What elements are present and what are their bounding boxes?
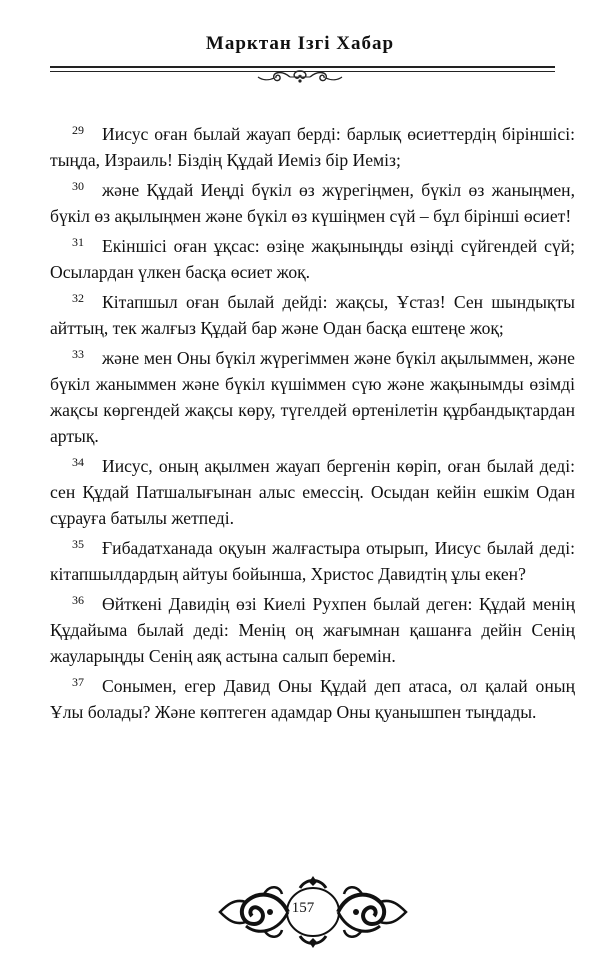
page-footer — [0, 872, 600, 952]
verse-text: Өйткені Давидің өзі Киелі Рухпен былай деген: Құдай менің Құдайыма былай деді: Менің оң жағымнан қашанға дейін Сенің жауларыңды Сенің аяқ астына салып беремін. — [50, 594, 575, 666]
verse-number: 29 — [72, 123, 84, 137]
verse-text: Иисус оған былай жауап берді: барлық өсиеттердің біріншісі: тыңда, Израиль! Біздің Құдай Иеміз бір Иеміз; — [50, 124, 575, 170]
verse-list — [50, 117, 575, 725]
verse-34 — [50, 449, 575, 531]
verse-text: Ғибадатханада оқуын жалғастыра отырып, Иисус былай деді: кітапшылдардың айтуы бойынша, Христос Давидтің ұлы екен? — [50, 538, 575, 584]
verse-text: Сонымен, егер Давид Оны Құдай деп атаса, ол қалай оның Ұлы болады? Және көптеген адамдар Оны қуанышпен тыңдады. — [50, 676, 575, 722]
verse-text: Екіншісі оған ұқсас: өзіңе жақыныңды өзіңді сүйгендей сүй; Осылардан үлкен басқа өсиет жоқ. — [50, 236, 575, 282]
verse-30 — [50, 173, 575, 229]
verse-36 — [50, 587, 575, 669]
verse-text: және мен Оны бүкіл жүрегіммен және бүкіл ақылыммен, және бүкіл жаныммен және бүкіл күшіммен сүю және жақынымды өзімді жақсы көргендей жақсы көру, түгелдей өртенілетін құрбандықтардан артық. — [50, 348, 575, 446]
verse-number: 33 — [72, 347, 84, 361]
page-header — [0, 0, 600, 100]
verse-number: 32 — [72, 291, 84, 305]
page-number: 157 — [291, 900, 315, 916]
header-ornament-icon — [250, 68, 350, 86]
verse-text: Иисус, оның ақылмен жауап бергенін көріп, оған былай деді: сен Құдай Патшалығынан алыс емессің. Осыдан кейін ешкім Одан сұрауға батылы жетпеді. — [50, 456, 575, 528]
verse-33 — [50, 341, 575, 449]
verse-number: 37 — [72, 675, 84, 689]
verse-number: 30 — [72, 179, 84, 193]
verse-31 — [50, 229, 575, 285]
verse-number: 36 — [72, 593, 84, 607]
verse-32 — [50, 285, 575, 341]
verse-text: Кітапшыл оған былай дейді: жақсы, Ұстаз! Сен шындықты айттың, тек жалғыз Құдай бар және Одан басқа ештеңе жоқ; — [50, 292, 575, 338]
verse-29 — [50, 117, 575, 173]
verse-number: 35 — [72, 537, 84, 551]
page-title: Марктан Ізгі Хабар — [205, 33, 395, 54]
verse-number: 34 — [72, 455, 84, 469]
verse-35 — [50, 531, 575, 587]
verse-number: 31 — [72, 235, 84, 249]
verse-37 — [50, 669, 575, 725]
verse-text: және Құдай Иеңді бүкіл өз жүрегіңмен, бүкіл өз жаныңмен, бүкіл өз ақылыңмен және бүкіл өз күшіңмен сүй – бұл бірінші өсиет! — [50, 180, 575, 226]
